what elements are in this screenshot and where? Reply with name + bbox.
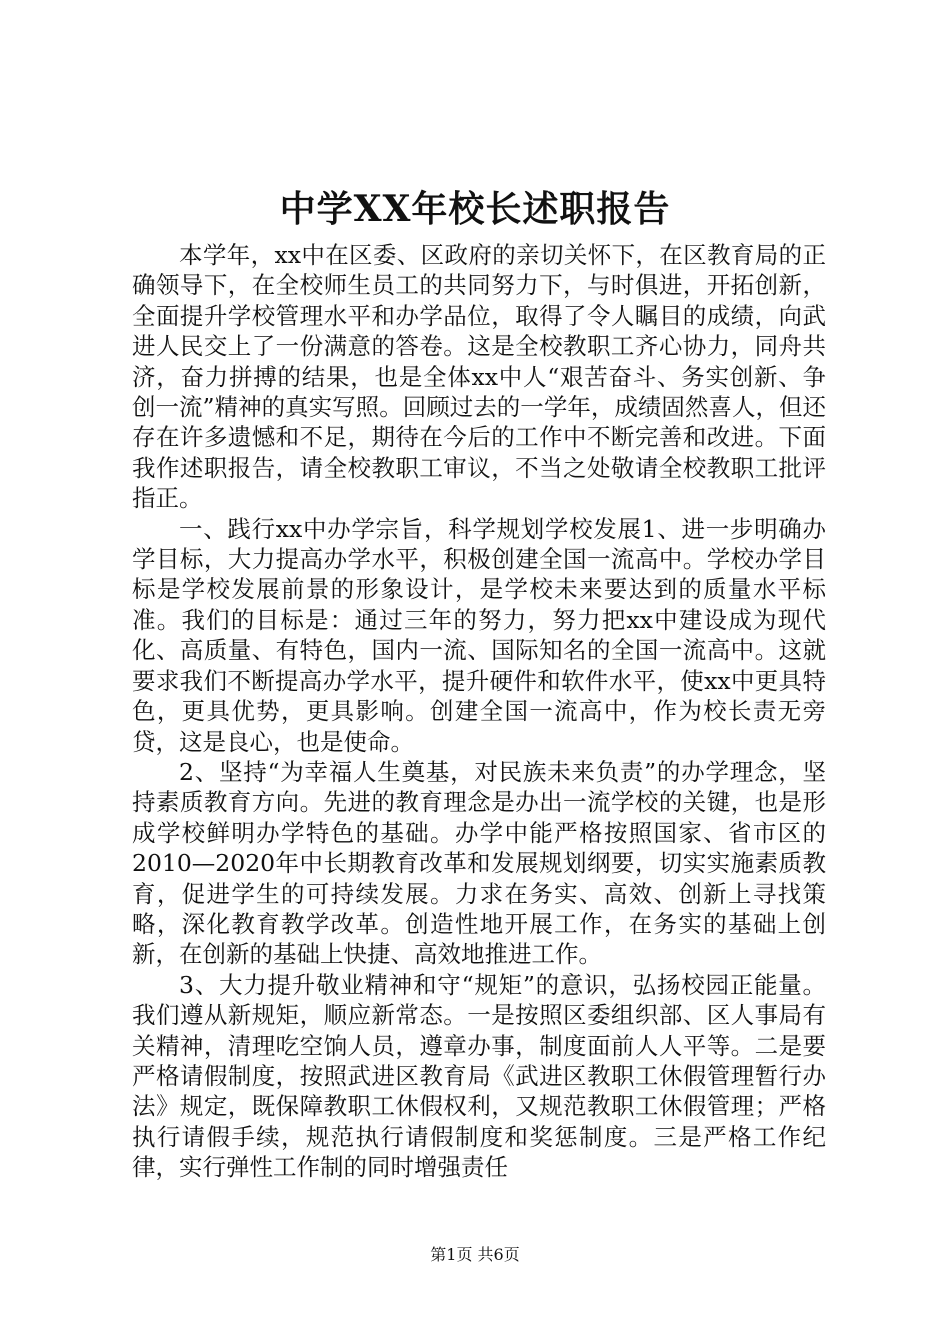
document-title: 中学XX年校长述职报告 bbox=[279, 188, 671, 230]
paragraph-item-three: 3、大力提升敬业精神和守“规矩”的意识，弘扬校园正能量。我们遵从新规矩，顺应新常态。一是按照区委组织部、区人事局有关精神，清理吃空饷人员，遵章办事，制度面前人人平等。二是要严格请假制度，按照武进区教育局《武进区教职工休假管理暂行办法》规定，既保障教职工休假权利，又规范教职工休假管理；严格执行请假手续，规范执行请假制度和奖惩制度。三是严格工作纪律，实行弹性工作制的同时增强责任 bbox=[132, 970, 826, 1182]
paragraph-section-one: 一、践行xx中办学宗旨，科学规划学校发展1、进一步明确办学目标，大力提高办学水平，积极创建全国一流高中。学校办学目标是学校发展前景的形象设计，是学校未来要达到的质量水平标准。我们的目标是：通过三年的努力，努力把xx中建设成为现代化、高质量、有特色，国内一流、国际知名的全国一流高中。这就要求我们不断提高办学水平，提升硬件和软件水平，使xx中更具特色，更具优势，更具影响。创建全国一流高中，作为校长责无旁贷，这是良心，也是使命。 bbox=[132, 514, 826, 756]
paragraph-item-two: 2、坚持“为幸福人生奠基，对民族未来负责”的办学理念，坚持素质教育方向。先进的教育理念是办出一流学校的关键，也是形成学校鲜明办学特色的基础。办学中能严格按照国家、省市区的2010—2020年中长期教育改革和发展规划纲要，切实实施素质教育，促进学生的可持续发展。力求在务实、高效、创新上寻找策略，深化教育教学改革。创造性地开展工作，在务实的基础上创新，在创新的基础上快捷、高效地推进工作。 bbox=[132, 757, 826, 969]
page-number: 第1页 共6页 bbox=[430, 1245, 520, 1264]
paragraph-intro: 本学年，xx中在区委、区政府的亲切关怀下，在区教育局的正确领导下，在全校师生员工的共同努力下，与时俱进，开拓创新，全面提升学校管理水平和办学品位，取得了令人瞩目的成绩，向武进人民交上了一份满意的答卷。这是全校教职工齐心协力，同舟共济，奋力拼搏的结果，也是全体xx中人“艰苦奋斗、务实创新、争创一流”精神的真实写照。回顾过去的一学年，成绩固然喜人，但还存在许多遗憾和不足，期待在今后的工作中不断完善和改进。下面我作述职报告，请全校教职工审议，不当之处敬请全校教职工批评指正。 bbox=[132, 241, 826, 513]
document-body bbox=[132, 240, 826, 1183]
